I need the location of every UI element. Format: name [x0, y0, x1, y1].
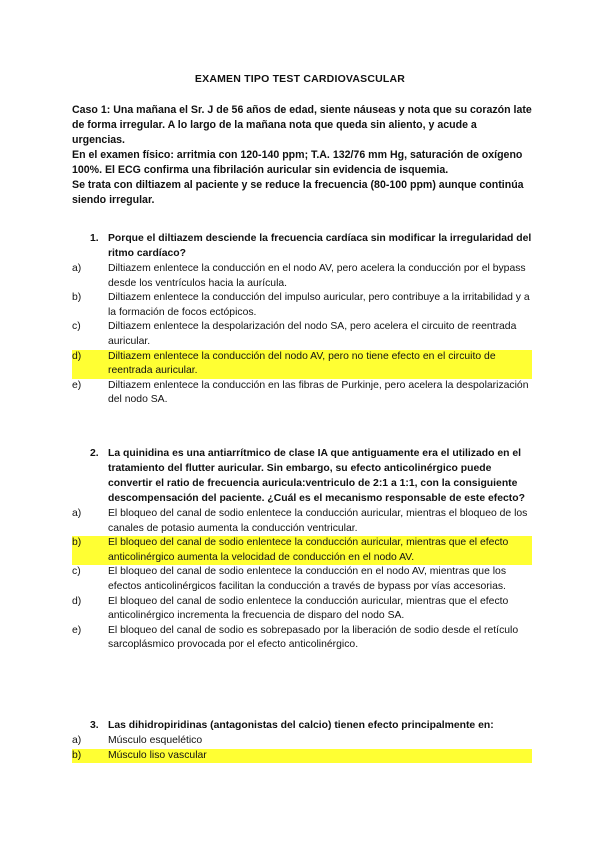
question-2-header	[72, 446, 532, 506]
question-number: 3.	[90, 720, 99, 731]
question-1	[72, 231, 532, 408]
option-letter: a)	[72, 263, 82, 274]
option-text: Músculo esquelético	[108, 735, 203, 746]
option-text: Músculo liso vascular	[108, 749, 532, 764]
option-2b	[72, 536, 532, 565]
question-1-header	[72, 231, 532, 261]
option-text: El bloqueo del canal de sodio enlentece la conducción auricular, mientras el bloqueo de los canales de potasio aumenta la conducción ventricular.	[108, 508, 528, 534]
option-letter: e)	[72, 624, 82, 636]
question-2	[72, 446, 532, 653]
option-3b	[72, 749, 532, 764]
option-3a	[72, 734, 532, 749]
case-description	[72, 103, 532, 208]
option-letter: d)	[72, 595, 82, 607]
option-letter: e)	[72, 379, 82, 391]
option-letter: b)	[72, 536, 108, 565]
question-text: Las dihidropiridinas (antagonistas del calcio) tienen efecto principalmente en:	[108, 720, 494, 731]
option-text: Diltiazem enlentece la conducción del impulso auricular, pero contribuye a la irritabilidad y a la formación de focos ectópicos.	[108, 292, 530, 318]
option-2d	[72, 595, 532, 624]
question-text: Porque el diltiazem desciende la frecuencia cardíaca sin modificar la irregularidad del ritmo cardíaco?	[108, 233, 532, 259]
option-text: Diltiazem enlentece la despolarización del nodo SA, pero acelera el circuito de reentrada auricular.	[108, 321, 517, 347]
option-1a	[72, 262, 532, 291]
case-paragraph-1: Caso 1: Una mañana el Sr. J de 56 años de edad, siente náuseas y nota que su corazón late de forma irregular. A lo largo de la mañana nota que queda sin aliento, y acude a urgencias.	[72, 104, 532, 146]
option-letter: d)	[72, 350, 108, 379]
option-text: Diltiazem enlentece la conducción del nodo AV, pero no tiene efecto en el circuito de reentrada auricular.	[108, 350, 532, 379]
option-letter: b)	[72, 292, 82, 304]
option-letter: c)	[72, 566, 81, 578]
exam-title: EXAMEN TIPO TEST CARDIOVASCULAR	[194, 73, 406, 85]
option-2c	[72, 565, 532, 594]
option-text: El bloqueo del canal de sodio es sobrepasado por la liberación de sodio desde el retículo sarcoplásmico provocada por el efecto anticolinérgico.	[108, 624, 519, 651]
option-1e	[72, 379, 532, 408]
case-paragraph-3: Se trata con diltiazem al paciente y se reduce la frecuencia (80-100 ppm) aunque continúa siendo irregular.	[72, 179, 524, 206]
option-text: El bloqueo del canal de sodio enlentece la conducción en el nodo AV, mientras que los efectos anticolinérgicos facilitan la conducción a través de bypass por vías accesorias.	[108, 566, 507, 592]
option-1b	[72, 291, 532, 320]
option-text: El bloqueo del canal de sodio enlentece la conducción auricular, mientras que el efecto anticolinérgico incrementa la frecuencia de disparo del nodo SA.	[108, 595, 509, 622]
option-text: Diltiazem enlentece la conducción en el nodo AV, pero acelera la conducción por el bypass desde los ventrículos hacia la aurícula.	[108, 263, 526, 289]
option-letter: b)	[72, 749, 108, 764]
question-number: 1.	[90, 233, 99, 244]
option-letter: a)	[72, 735, 82, 746]
option-letter: c)	[72, 321, 81, 333]
question-number: 2.	[90, 448, 99, 459]
option-1c	[72, 320, 532, 349]
option-letter: a)	[72, 508, 82, 519]
option-1d	[72, 350, 532, 379]
question-text: La quinidina es una antiarrítmico de clase IA que antiguamente era el utilizado en el tratamiento del flutter auricular. Sin embargo, su efecto anticolinérgico puede convertir el ratio de frecuencia auricula:ventriculo de 2:1 a 1:1, con la consiguiente descompensación del paciente. ¿Cuál es el mecanismo responsable de este efecto?	[108, 448, 525, 504]
option-2a	[72, 507, 532, 536]
option-text: Diltiazem enlentece la conducción en las fibras de Purkinje, pero acelera la despolarización del nodo SA.	[108, 379, 529, 406]
case-paragraph-2: En el examen físico: arritmia con 120-140 ppm; T.A. 132/76 mm Hg, saturación de oxígeno 100%. El ECG confirma una fibrilación auricular sin evidencia de isquemia.	[72, 149, 523, 176]
option-text: El bloqueo del canal de sodio enlentece la conducción auricular, mientras que el efecto anticolinérgico aumenta la velocidad de conducción en el nodo AV.	[108, 536, 532, 565]
question-3-header	[72, 718, 532, 733]
option-2e	[72, 624, 532, 653]
question-3	[72, 718, 532, 763]
